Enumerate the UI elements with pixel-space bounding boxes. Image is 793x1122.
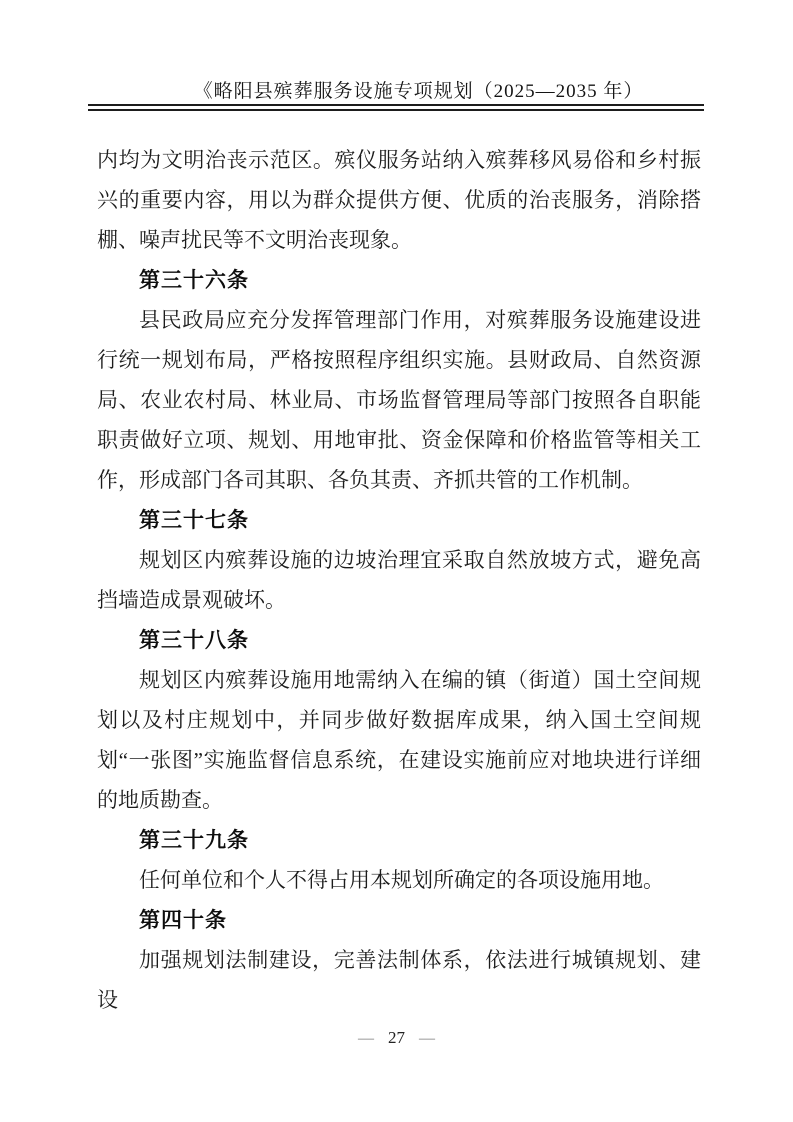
article-heading-39: 第三十九条 (139, 828, 249, 852)
page-number: 27 (388, 1028, 405, 1047)
page-footer (0, 1028, 793, 1048)
footer-right-dash: — (419, 1030, 435, 1047)
article-heading-36: 第三十六条 (139, 268, 249, 292)
article-heading-37: 第三十七条 (139, 508, 249, 532)
body-paragraph: 任何单位和个人不得占用本规划所确定的各项设施用地。 (139, 868, 664, 892)
body-paragraph: 县民政局应充分发挥管理部门作用，对殡葬服务设施建设进行统一规划布局，严格按照程序组织实施。县财政局、自然资源局、农业农村局、林业局、市场监督管理局等部门按照各自职能职责做好立项、规划、用地审批、资金保障和价格监管等相关工作，形成部门各司其职、各负其责、齐抓共管的工作机制。 (97, 308, 701, 492)
page-header-title: 《略阳县殡葬服务设施专项规划（2025—2035 年） (193, 81, 644, 102)
body-paragraph: 规划区内殡葬设施的边坡治理宜采取自然放坡方式，避免高挡墙造成景观破坏。 (97, 548, 701, 612)
body-paragraph: 内均为文明治丧示范区。殡仪服务站纳入殡葬移风易俗和乡村振兴的重要内容，用以为群众提供方便、优质的治丧服务，消除搭棚、噪声扰民等不文明治丧现象。 (97, 148, 701, 252)
body-paragraph: 规划区内殡葬设施用地需纳入在编的镇（街道）国土空间规划以及村庄规划中，并同步做好数据库成果，纳入国土空间规划“一张图”实施监督信息系统，在建设实施前应对地块进行详细的地质勘查。 (97, 668, 701, 812)
article-heading-40: 第四十条 (139, 908, 227, 932)
header-double-rule (88, 104, 704, 111)
footer-left-dash: — (358, 1030, 374, 1047)
body-paragraph: 加强规划法制建设，完善法制体系，依法进行城镇规划、建设 (97, 948, 701, 1012)
article-heading-38: 第三十八条 (139, 628, 249, 652)
document-body (97, 140, 701, 1020)
